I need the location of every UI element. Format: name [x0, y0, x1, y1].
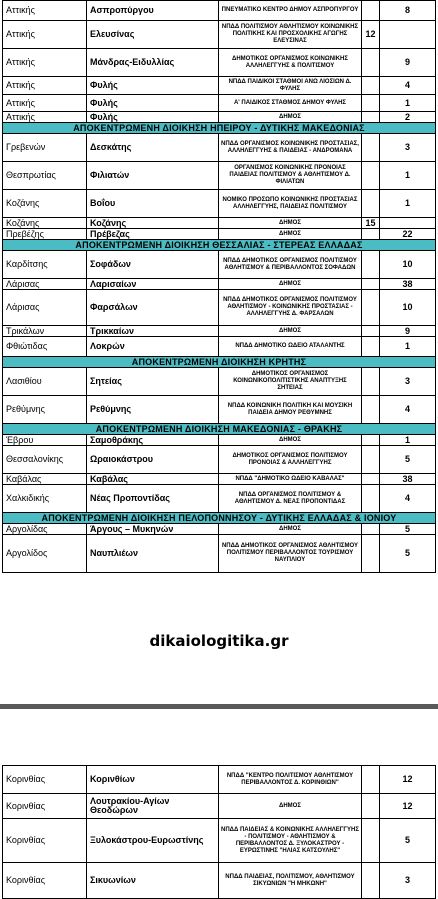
region-header-text: ΑΠΟΚΕΝΤΡΩΜΕΝΗ ΔΙΟΙΚΗΣΗ ΗΠΕΙΡΟΥ - ΔΥΤΙΚΗΣ ΜΑΚΕΔΟΝΙΑΣ: [3, 123, 436, 134]
page-separator: [0, 704, 438, 709]
table-row: [3, 535, 436, 573]
region-cell: Γρεβενών: [3, 134, 87, 162]
municipality-cell: Σητείας: [87, 368, 219, 396]
entity-cell: ΝΠΔΔ ΚΟΙΝΩΝΙΚΗ ΠΟΛΙΤΙΚΗ ΚΑΙ ΜΟΥΣΙΚΗ ΠΑΙΔΕΙΑ ΔΗΜΟΥ ΡΕΘΥΜΝΗΣ: [219, 396, 362, 424]
region-cell: Αττικής: [3, 112, 87, 123]
table-row: [3, 474, 436, 485]
region-header-row: [3, 123, 436, 134]
count-cell-a: [362, 251, 380, 279]
region-header-row: [3, 513, 436, 524]
entity-cell: ΔΗΜΟΣ: [219, 794, 362, 819]
count-cell-a: [362, 134, 380, 162]
personnel-table-part-1: [2, 0, 436, 573]
municipality-cell: Τρικκαίων: [87, 326, 219, 337]
municipality-cell: Σοφάδων: [87, 251, 219, 279]
count-cell-b: 5: [380, 819, 436, 863]
table-row: [3, 524, 436, 535]
count-cell-b: 9: [380, 49, 436, 77]
count-cell-a: [362, 290, 380, 326]
region-cell: Αττικής: [3, 21, 87, 49]
municipality-cell: Μάνδρας-Ειδυλλίας: [87, 49, 219, 77]
region-cell: Κορινθίας: [3, 766, 87, 794]
table-row: [3, 863, 436, 899]
count-cell-a: [362, 190, 380, 218]
table-row: [3, 368, 436, 396]
municipality-cell: Καβάλας: [87, 474, 219, 485]
region-cell: Καβάλας: [3, 474, 87, 485]
table-row: [3, 396, 436, 424]
count-cell-a: [362, 524, 380, 535]
municipality-cell: Κορινθίων: [87, 766, 219, 794]
table-row: [3, 251, 436, 279]
entity-cell: ΔΗΜΟΣ: [219, 435, 362, 446]
count-cell-b: 4: [380, 396, 436, 424]
municipality-cell: Ωραιοκάστρου: [87, 446, 219, 474]
entity-cell: ΝΠΔΔ ΔΗΜΟΤΙΚΟΣ ΟΡΓΑΝΙΣΜΟΣ ΑΘΛΗΤΙΣΜΟΥ ΠΟΛΙΤΙΣΜΟΥ ΠΕΡΙΒΑΛΛΟΝΤΟΣ ΤΟΥΡΙΣΜΟΥ ΝΑΥΠΛΙΟΥ: [219, 535, 362, 573]
entity-cell: ΝΠΔΔ "ΚΕΝΤΡΟ ΠΟΛΙΤΙΣΜΟΥ ΑΘΛΗΤΙΣΜΟΥ ΠΕΡΙΒΑΛΛΟΝΤΟΣ Δ. ΚΟΡΙΝΘΙΩΝ": [219, 766, 362, 794]
count-cell-b: 10: [380, 290, 436, 326]
count-cell-b: 1: [380, 435, 436, 446]
count-cell-b: 3: [380, 134, 436, 162]
entity-cell: ΔΗΜΟΤΙΚΟΣ ΟΡΓΑΝΙΣΜΟΣ ΚΟΙΝΩΝΙΚΟΠΟΛΙΤΙΣΤΙΚΗΣ ΑΝΑΠΤΥΞΗΣ ΣΗΤΕΙΑΣ: [219, 368, 362, 396]
region-cell: Κορινθίας: [3, 794, 87, 819]
entity-cell: ΝΠΔΔ ΠΑΙΔΕΙΑΣ & ΚΟΙΝΩΝΙΚΗΣ ΑΛΛΗΛΕΓΓΥΗΣ - ΠΟΛΙΤΙΣΜΟΥ - ΑΘΛΗΤΙΣΜΟΥ & ΠΕΡΙΒΑΛΛΟΝΤΟΣ Δ. ΞΥΛΟΚΑΣΤΡΟΥ - ΕΥΡΩΣΤΙΝΗΣ "ΗΛΙΑΣ ΚΑΤΣΟΥΛΗΣ": [219, 819, 362, 863]
municipality-cell: Σικυωνίων: [87, 863, 219, 899]
municipality-cell: Φυλής: [87, 112, 219, 123]
table-row: [3, 190, 436, 218]
municipality-cell: Κοζάνης: [87, 218, 219, 229]
municipality-cell: Φαρσάλων: [87, 290, 219, 326]
count-cell-a: [362, 337, 380, 357]
table-row: [3, 229, 436, 240]
count-cell-a: 15: [362, 218, 380, 229]
count-cell-b: 9: [380, 326, 436, 337]
region-cell: Λάρισας: [3, 290, 87, 326]
count-cell-b: 1: [380, 337, 436, 357]
count-cell-a: [362, 112, 380, 123]
count-cell-b: [380, 218, 436, 229]
entity-cell: ΠΝΕΥΜΑΤΙΚΟ ΚΕΝΤΡΟ ΔΗΜΟΥ ΑΣΠΡΟΠΥΡΓΟΥ: [219, 1, 362, 21]
region-cell: Χαλκιδικής: [3, 485, 87, 513]
region-cell: Λασιθίου: [3, 368, 87, 396]
entity-cell: ΝΠΔΔ ΠΟΛΙΤΙΣΜΟΥ ΑΘΛΗΤΙΣΜΟΥ ΚΟΙΝΩΝΙΚΗΣ ΠΟΛΙΤΙΚΗΣ ΚΑΙ ΠΡΟΣΧΟΛΙΚΗΣ ΑΓΩΓΗΣ ΕΛΕΥΣΙΝΑΣ: [219, 21, 362, 49]
count-cell-a: [362, 794, 380, 819]
entity-cell: ΝΠΔΔ "ΔΗΜΟΤΙΚΟ ΩΔΕΙΟ ΚΑΒΑΛΑΣ": [219, 474, 362, 485]
region-cell: Αττικής: [3, 95, 87, 112]
region-cell: Ρεθύμνης: [3, 396, 87, 424]
count-cell-a: [362, 368, 380, 396]
count-cell-a: [362, 766, 380, 794]
municipality-cell: Φυλής: [87, 77, 219, 95]
region-header-text: ΑΠΟΚΕΝΤΡΩΜΕΝΗ ΔΙΟΙΚΗΣΗ ΜΑΚΕΔΟΝΙΑΣ - ΘΡΑΚΗΣ: [3, 424, 436, 435]
count-cell-a: [362, 435, 380, 446]
entity-cell: ΝΠΔΔ ΔΗΜΟΤΙΚΟΣ ΟΡΓΑΝΙΣΜΟΣ ΠΟΛΙΤΙΣΜΟΥ ΑΘΛΗΤΙΣΜΟΥ - ΚΟΙΝΩΝΙΚΗΣ ΠΡΟΣΤΑΣΙΑΣ - ΑΛΛΗΛΕΓΓΥΗΣ Δ. ΦΑΡΣΑΛΩΝ: [219, 290, 362, 326]
count-cell-a: [362, 279, 380, 290]
count-cell-b: 4: [380, 77, 436, 95]
region-cell: Φθιώτιδας: [3, 337, 87, 357]
count-cell-b: 3: [380, 368, 436, 396]
count-cell-b: 5: [380, 524, 436, 535]
table-row: [3, 326, 436, 337]
table-row: [3, 112, 436, 123]
entity-cell: ΟΡΓΑΝΙΣΜΟΣ ΚΟΙΝΩΝΙΚΗΣ ΠΡΟΝΟΙΑΣ ΠΑΙΔΕΙΑΣ ΠΟΛΙΤΙΣΜΟΥ & ΑΘΛΗΤΙΣΜΟΥ Δ. ΦΙΛΙΑΤΩΝ: [219, 162, 362, 190]
table-row: [3, 162, 436, 190]
entity-cell: ΔΗΜΟΣ: [219, 279, 362, 290]
entity-cell: ΝΟΜΙΚΟ ΠΡΟΣΩΠΟ ΚΟΙΝΩΝΙΚΗΣ ΠΡΟΣΤΑΣΙΑΣ ΑΛΛΗΛΕΓΓΥΗΣ, ΠΑΙΔΕΙΑΣ ΠΟΛΙΤΙΣΜΟΥ: [219, 190, 362, 218]
entity-cell: ΔΗΜΟΣ: [219, 218, 362, 229]
municipality-cell: Φιλιατών: [87, 162, 219, 190]
region-cell: Αττικής: [3, 77, 87, 95]
table-row: [3, 134, 436, 162]
count-cell-b: 8: [380, 1, 436, 21]
municipality-cell: Νέας Προποντίδας: [87, 485, 219, 513]
count-cell-a: [362, 326, 380, 337]
entity-cell: ΔΗΜΟΣ: [219, 326, 362, 337]
count-cell-b: [380, 21, 436, 49]
municipality-cell: Λαρισαίων: [87, 279, 219, 290]
region-cell: Αργολίδος: [3, 535, 87, 573]
region-cell: Κορινθίας: [3, 863, 87, 899]
entity-cell: ΝΠΔΔ ΔΗΜΟΤΙΚΟΣ ΟΡΓΑΝΙΣΜΟΣ ΠΟΛΙΤΙΣΜΟΥ ΑΘΛΗΤΙΣΜΟΥ & ΠΕΡΙΒΑΛΛΟΝΤΟΣ ΣΟΦΑΔΩΝ: [219, 251, 362, 279]
municipality-cell: Ξυλοκάστρου-Ευρωστίνης: [87, 819, 219, 863]
region-cell: Έβρου: [3, 435, 87, 446]
count-cell-b: 38: [380, 279, 436, 290]
count-cell-a: [362, 162, 380, 190]
table-row: [3, 279, 436, 290]
region-cell: Αττικής: [3, 1, 87, 21]
table-row: [3, 95, 436, 112]
table-row: [3, 819, 436, 863]
table-row: [3, 337, 436, 357]
count-cell-a: [362, 485, 380, 513]
region-cell: Θεσσαλονίκης: [3, 446, 87, 474]
municipality-cell: Ναυπλιέων: [87, 535, 219, 573]
table-row: [3, 435, 436, 446]
table-row: [3, 49, 436, 77]
table-row: [3, 794, 436, 819]
region-cell: Πρεβέζης: [3, 229, 87, 240]
region-header-row: [3, 240, 436, 251]
count-cell-a: [362, 863, 380, 899]
entity-cell: ΝΠΔΔ ΟΡΓΑΝΙΣΜΟΣ ΚΟΙΝΩΝΙΚΗΣ ΠΡΟΣΤΑΣΙΑΣ, ΑΛΛΗΛΕΓΓΥΗΣ & ΠΑΙΔΕΙΑΣ - ΑΝΔΡΟΜΑΝΑ: [219, 134, 362, 162]
municipality-cell: Πρέβεζας: [87, 229, 219, 240]
count-cell-a: [362, 819, 380, 863]
count-cell-b: 12: [380, 794, 436, 819]
region-cell: Καρδίτσης: [3, 251, 87, 279]
count-cell-b: 5: [380, 535, 436, 573]
count-cell-b: 1: [380, 162, 436, 190]
region-cell: Αττικής: [3, 49, 87, 77]
table-row: [3, 21, 436, 49]
region-cell: Κοζάνης: [3, 218, 87, 229]
entity-cell: ΝΠΔΔ ΠΑΙΔΕΙΑΣ, ΠΟΛΙΤΙΣΜΟΥ, ΑΘΛΗΤΙΣΜΟΥ ΣΙΚΥΩΝΙΩΝ "Η ΜΗΚΩΝΗ": [219, 863, 362, 899]
municipality-cell: Ρεθύμνης: [87, 396, 219, 424]
region-cell: Κορινθίας: [3, 819, 87, 863]
region-cell: Αργολίδας: [3, 524, 87, 535]
count-cell-b: 10: [380, 251, 436, 279]
region-header-text: ΑΠΟΚΕΝΤΡΩΜΕΝΗ ΔΙΟΙΚΗΣΗ ΚΡΗΤΗΣ: [3, 357, 436, 368]
personnel-table-part-2: [2, 765, 436, 899]
entity-cell: ΔΗΜΟΣ: [219, 524, 362, 535]
municipality-cell: Ασπροπύργου: [87, 1, 219, 21]
count-cell-a: [362, 95, 380, 112]
municipality-cell: Σαμοθράκης: [87, 435, 219, 446]
count-cell-b: 12: [380, 766, 436, 794]
municipality-cell: Λοκρών: [87, 337, 219, 357]
count-cell-b: 2: [380, 112, 436, 123]
entity-cell: ΝΠΔΔ ΔΗΜΟΤΙΚΟ ΩΔΕΙΟ ΑΤΑΛΑΝΤΗΣ: [219, 337, 362, 357]
count-cell-b: 5: [380, 446, 436, 474]
region-cell: Λάρισας: [3, 279, 87, 290]
count-cell-a: [362, 229, 380, 240]
municipality-cell: Φυλής: [87, 95, 219, 112]
region-header-text: ΑΠΟΚΕΝΤΡΩΜΕΝΗ ΔΙΟΙΚΗΣΗ ΘΕΣΣΑΛΙΑΣ - ΣΤΕΡΕΑΣ ΕΛΛΑΔΑΣ: [3, 240, 436, 251]
count-cell-b: 1: [380, 95, 436, 112]
count-cell-a: [362, 396, 380, 424]
region-cell: Θεσπρωτίας: [3, 162, 87, 190]
count-cell-b: 38: [380, 474, 436, 485]
table-row: [3, 77, 436, 95]
count-cell-a: [362, 446, 380, 474]
table-row: [3, 446, 436, 474]
region-header-row: [3, 424, 436, 435]
count-cell-a: [362, 474, 380, 485]
count-cell-b: 1: [380, 190, 436, 218]
municipality-cell: Ελευσίνας: [87, 21, 219, 49]
watermark-text: dikaiologitika.gr: [149, 632, 289, 650]
region-cell: Τρικάλων: [3, 326, 87, 337]
entity-cell: ΔΗΜΟΣ: [219, 112, 362, 123]
municipality-cell: Βοΐου: [87, 190, 219, 218]
entity-cell: ΔΗΜΟΣ: [219, 229, 362, 240]
count-cell-a: 12: [362, 21, 380, 49]
entity-cell: ΔΗΜΟΤΙΚΟΣ ΟΡΓΑΝΙΣΜΟΣ ΠΟΛΙΤΙΣΜΟΥ ΠΡΟΝΟΙΑΣ & ΑΛΛΗΛΕΓΓΥΗΣ: [219, 446, 362, 474]
count-cell-a: [362, 49, 380, 77]
region-header-row: [3, 357, 436, 368]
municipality-cell: Δεσκάτης: [87, 134, 219, 162]
entity-cell: ΝΠΔΔ ΠΑΙΔΙΚΟΙ ΣΤΑΘΜΟΙ ΑΝΩ ΛΙΟΣΙΩΝ Δ. ΦΥΛΗΣ: [219, 77, 362, 95]
municipality-cell: Άργους – Μυκηνών: [87, 524, 219, 535]
count-cell-b: 22: [380, 229, 436, 240]
entity-cell: Α' ΠΑΙΔΙΚΟΣ ΣΤΑΘΜΟΣ ΔΗΜΟΥ ΦΥΛΗΣ: [219, 95, 362, 112]
region-header-text: ΑΠΟΚΕΝΤΡΩΜΕΝΗ ΔΙΟΙΚΗΣΗ ΠΕΛΟΠΟΝΝΗΣΟΥ - ΔΥΤΙΚΗΣ ΕΛΛΑΔΑΣ & ΙΟΝΙΟΥ: [3, 513, 436, 524]
table-row: [3, 218, 436, 229]
table-row: [3, 290, 436, 326]
entity-cell: ΝΠΔΔ ΟΡΓΑΝΙΣΜΟΣ ΠΟΛΙΤΙΣΜΟΥ & ΑΘΛΗΤΙΣΜΟΥ Δ. ΝΕΑΣ ΠΡΟΠΟΝΤΙΔΑΣ: [219, 485, 362, 513]
table-row: [3, 1, 436, 21]
count-cell-b: 3: [380, 863, 436, 899]
table-row: [3, 766, 436, 794]
municipality-cell: Λουτρακίου-Αγίων Θεοδώρων: [87, 794, 219, 819]
count-cell-a: [362, 1, 380, 21]
region-cell: Κοζάνης: [3, 190, 87, 218]
count-cell-a: [362, 77, 380, 95]
count-cell-a: [362, 535, 380, 573]
entity-cell: ΔΗΜΟΤΙΚΟΣ ΟΡΓΑΝΙΣΜΟΣ ΚΟΙΝΩΝΙΚΗΣ ΑΛΛΗΛΕΓΓΥΗΣ & ΠΟΛΙΤΙΣΜΟΥ: [219, 49, 362, 77]
count-cell-b: 4: [380, 485, 436, 513]
table-row: [3, 485, 436, 513]
